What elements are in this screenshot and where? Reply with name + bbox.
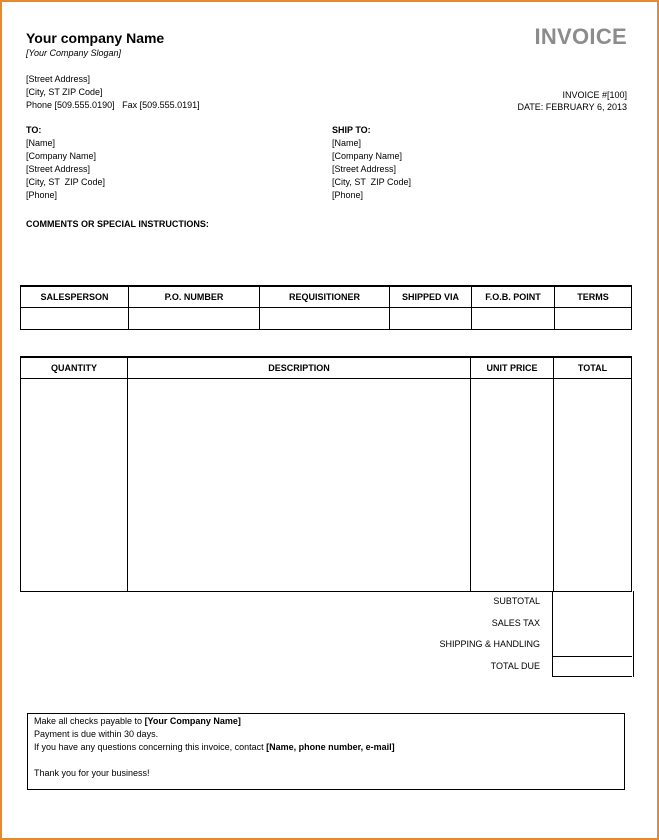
terms-cell[interactable] bbox=[555, 308, 632, 330]
description-header: DESCRIPTION bbox=[128, 357, 471, 379]
ship-to-street: [Street Address] bbox=[332, 164, 397, 174]
subtotal-label: SUBTOTAL bbox=[493, 596, 540, 606]
po-number-header: P.O. NUMBER bbox=[129, 286, 260, 308]
line-items-body-row bbox=[21, 379, 632, 592]
total-due-cell[interactable] bbox=[552, 656, 632, 677]
bill-to-street: [Street Address] bbox=[26, 164, 91, 174]
description-column[interactable] bbox=[128, 379, 471, 592]
shipped-via-header: SHIPPED VIA bbox=[390, 286, 472, 308]
order-info-header-row bbox=[21, 286, 632, 308]
company-street: [Street Address] bbox=[26, 74, 91, 84]
checks-payable-line bbox=[34, 715, 618, 728]
total-due-label: TOTAL DUE bbox=[490, 661, 540, 671]
payment-instructions-box bbox=[27, 713, 625, 790]
requisitioner-cell[interactable] bbox=[260, 308, 390, 330]
sales-tax-label: SALES TAX bbox=[491, 618, 540, 628]
bill-to-heading: TO: bbox=[26, 125, 42, 135]
terms-header: TERMS bbox=[555, 286, 632, 308]
checks-payable-text: Make all checks payable to bbox=[34, 716, 145, 726]
total-header: TOTAL bbox=[554, 357, 632, 379]
total-column[interactable] bbox=[554, 379, 632, 592]
company-address bbox=[26, 73, 200, 112]
unit-price-header: UNIT PRICE bbox=[471, 357, 554, 379]
line-items-table bbox=[20, 356, 632, 592]
ship-to-name: [Name] bbox=[332, 138, 362, 148]
comments-label: COMMENTS OR SPECIAL INSTRUCTIONS: bbox=[26, 219, 209, 229]
shipping-handling-label: SHIPPING & HANDLING bbox=[439, 639, 540, 649]
quantity-header: QUANTITY bbox=[21, 357, 128, 379]
quantity-column[interactable] bbox=[21, 379, 128, 592]
checks-payable-company: [Your Company Name] bbox=[144, 716, 241, 726]
company-name: Your company Name bbox=[26, 30, 165, 46]
fob-point-cell[interactable] bbox=[472, 308, 555, 330]
bill-to-phone: [Phone] bbox=[26, 190, 58, 200]
salesperson-cell[interactable] bbox=[21, 308, 129, 330]
bill-to-name: [Name] bbox=[26, 138, 56, 148]
ship-to-company: [Company Name] bbox=[332, 151, 403, 161]
requisitioner-header: REQUISITIONER bbox=[260, 286, 390, 308]
ship-to-heading: SHIP TO: bbox=[332, 125, 371, 135]
unit-price-column[interactable] bbox=[471, 379, 554, 592]
contact-text: If you have any questions concerning this invoice, contact bbox=[34, 742, 267, 752]
fob-point-header: F.O.B. POINT bbox=[472, 286, 555, 308]
thank-you-line: Thank you for your business! bbox=[34, 768, 150, 778]
ship-to-block bbox=[332, 124, 411, 202]
footer-spacer bbox=[34, 754, 618, 767]
company-phone-fax: Phone [509.555.0190] Fax [509.555.0191] bbox=[26, 100, 200, 110]
payment-terms-line: Payment is due within 30 days. bbox=[34, 729, 159, 739]
invoice-date: DATE: FEBRUARY 6, 2013 bbox=[517, 102, 627, 112]
ship-to-phone: [Phone] bbox=[332, 190, 364, 200]
invoice-number: INVOICE #[100] bbox=[562, 90, 627, 100]
contact-line bbox=[34, 741, 618, 754]
contact-details: [Name, phone number, e-mail] bbox=[266, 742, 395, 752]
invoice-title: INVOICE bbox=[534, 24, 627, 49]
line-items-header-row bbox=[21, 357, 632, 379]
shipped-via-cell[interactable] bbox=[390, 308, 472, 330]
po-number-cell[interactable] bbox=[129, 308, 260, 330]
bill-to-city: [City, ST ZIP Code] bbox=[26, 177, 106, 187]
invoice-meta bbox=[517, 89, 627, 113]
bill-to-block bbox=[26, 124, 105, 202]
ship-to-city: [City, ST ZIP Code] bbox=[332, 177, 412, 187]
company-slogan: [Your Company Slogan] bbox=[26, 48, 122, 58]
bill-to-company: [Company Name] bbox=[26, 151, 97, 161]
order-info-row bbox=[21, 308, 632, 330]
order-info-table bbox=[20, 285, 632, 330]
company-city: [City, ST ZIP Code] bbox=[26, 87, 103, 97]
salesperson-header: SALESPERSON bbox=[21, 286, 129, 308]
